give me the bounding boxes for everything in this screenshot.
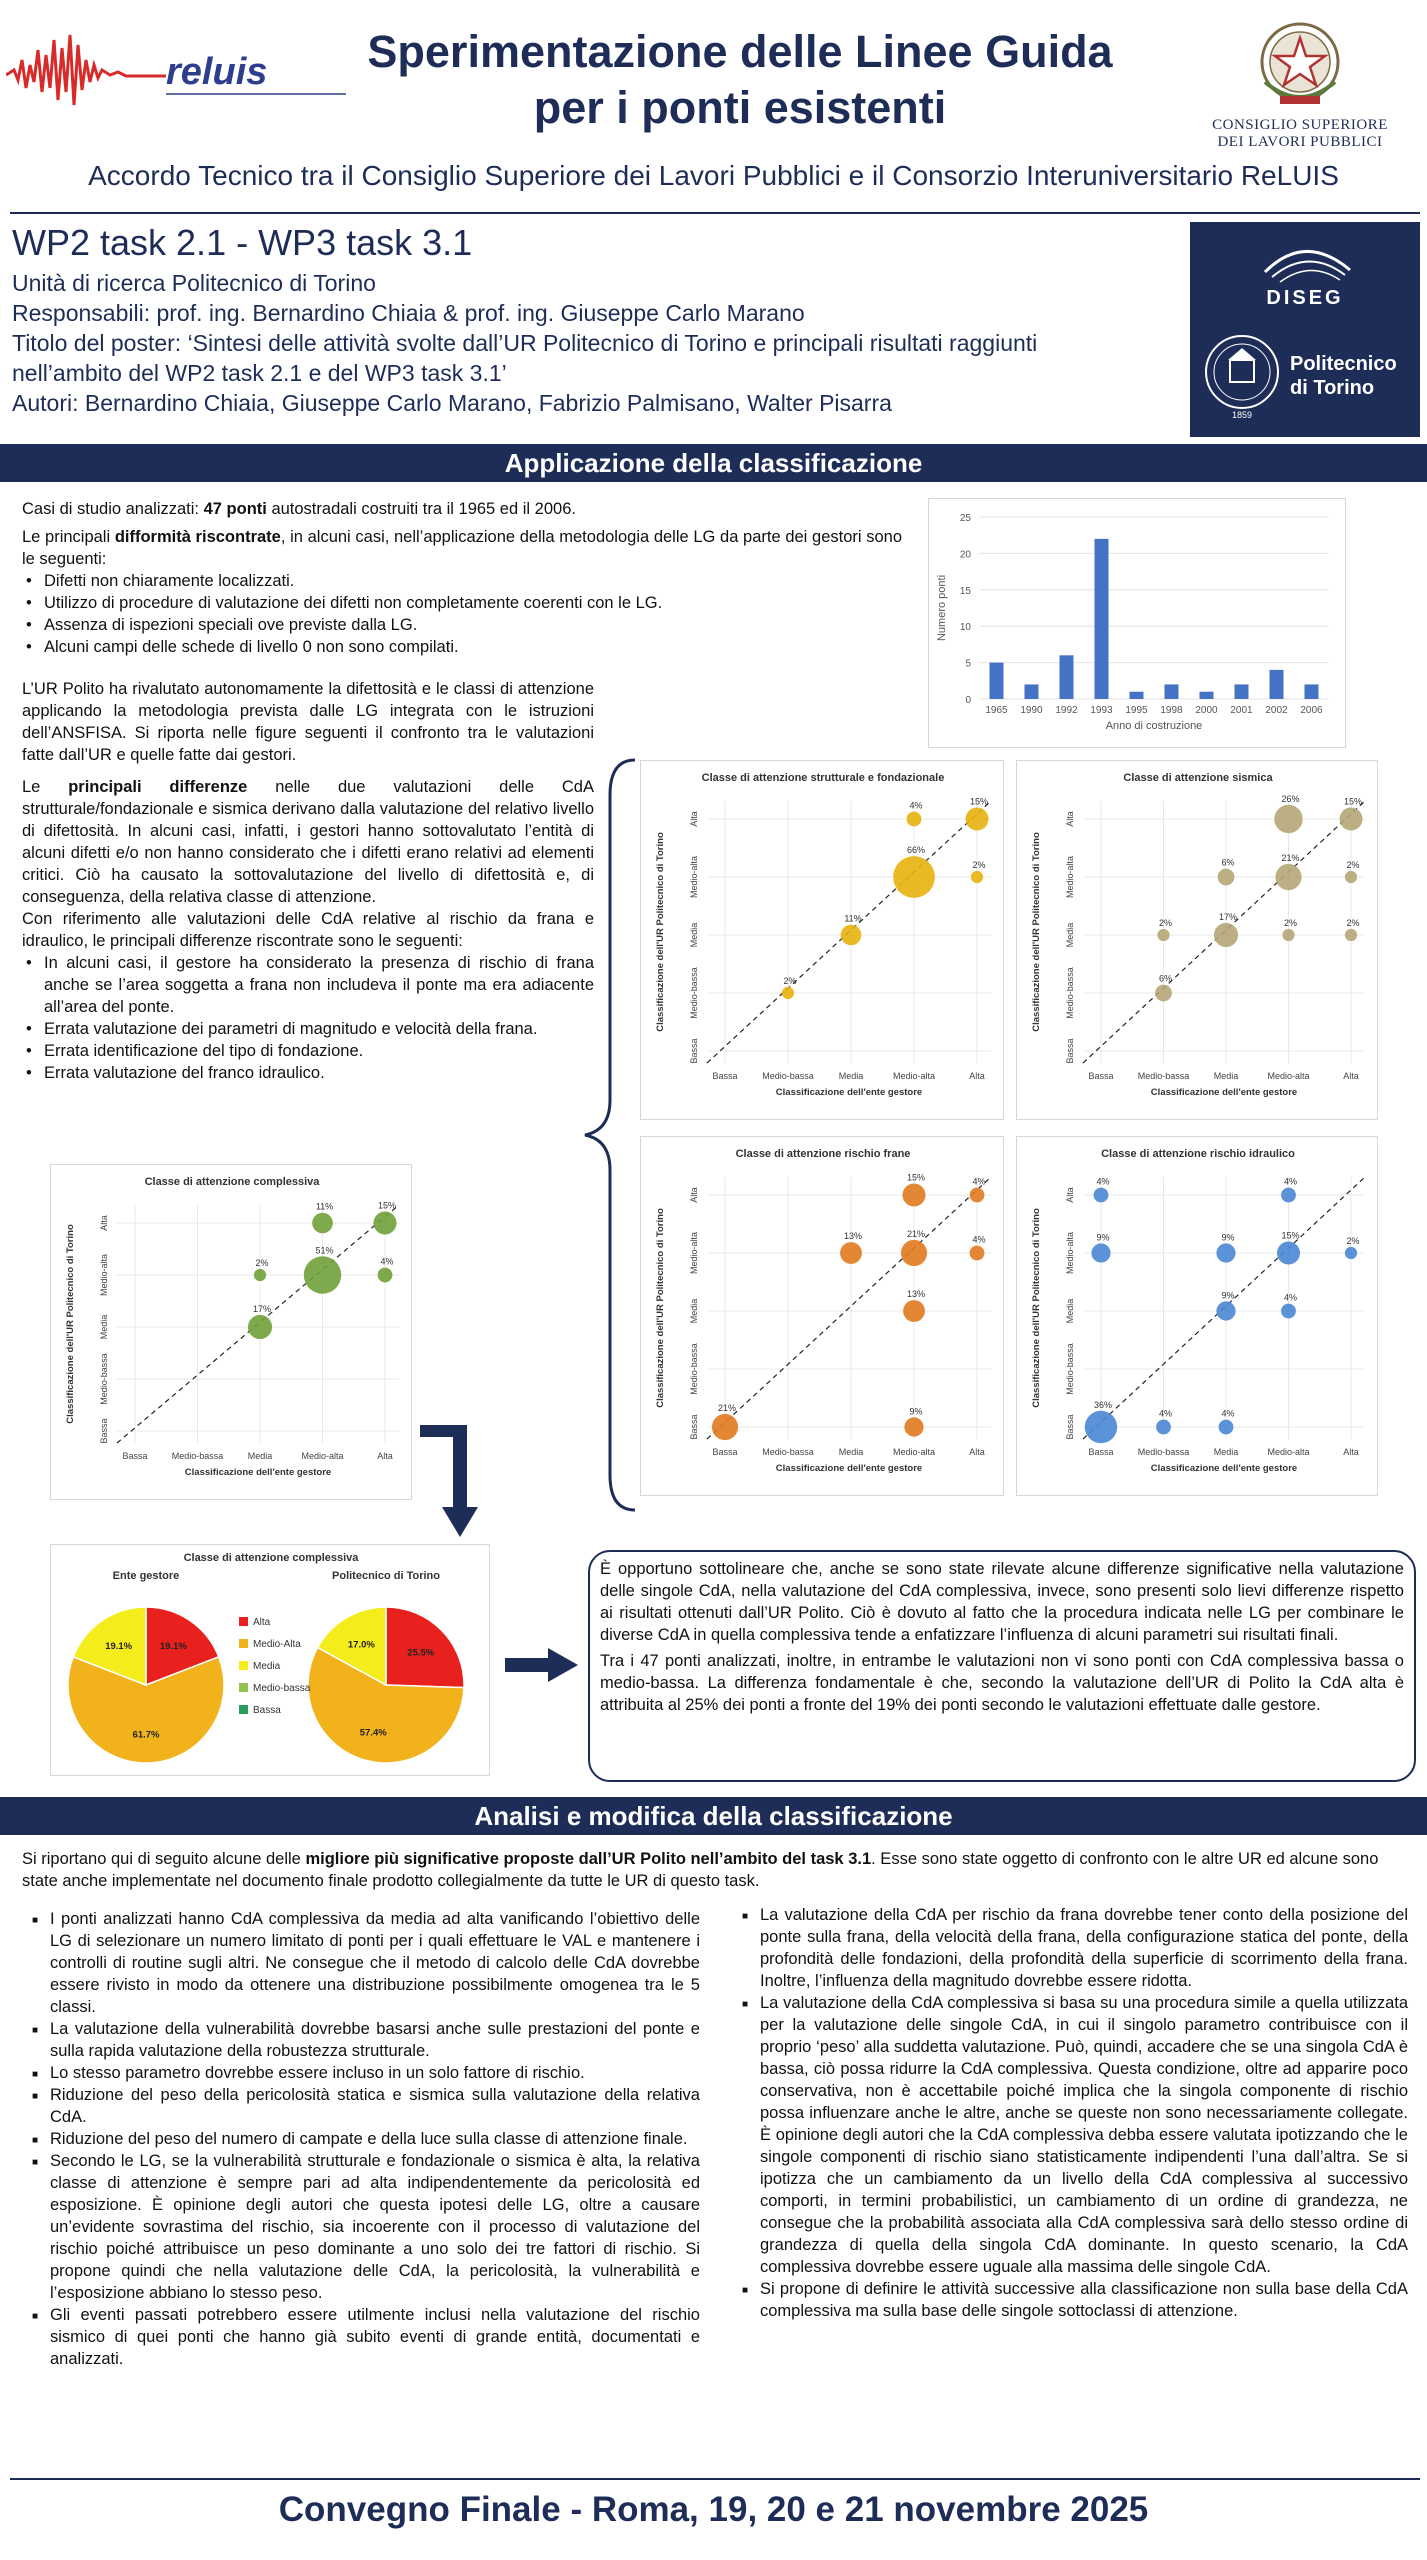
list-item: • In alcuni casi, il gestore ha considerato la presenza di rischio di frana anche se l’area soggetta a frana non includeva il ponte ma era adiacente all’area del ponte. — [44, 952, 594, 1018]
legend-label: Media — [253, 1661, 281, 1672]
y-tick-label: Media — [689, 1298, 699, 1324]
data-label: 15% — [969, 796, 989, 807]
data-label: 4% — [1283, 1176, 1298, 1187]
bubble-point — [1094, 1188, 1109, 1203]
data-label: 13% — [843, 1231, 863, 1242]
x-tick-label: 2002 — [1265, 705, 1288, 716]
data-label: 6% — [1158, 973, 1173, 984]
x-tick-label: 2006 — [1300, 705, 1323, 716]
bracket-icon — [580, 755, 640, 1515]
bubble-point — [1216, 1301, 1235, 1320]
y-axis-label: Classificazione dell'UR Politecnico di Torino — [655, 1208, 666, 1408]
bar — [1130, 692, 1144, 699]
bubble-point — [904, 1417, 923, 1436]
y-axis-label: Numero ponti — [936, 574, 948, 642]
bubble-point — [1214, 923, 1238, 947]
x-tick-label: Medio-bassa — [171, 1451, 224, 1461]
bubble-point — [1275, 864, 1301, 890]
polito-seal-icon — [1206, 336, 1278, 408]
list-item: ■ La valutazione della CdA per rischio da frana dovrebbe tener conto della posizione del ponte sulla frana, della velocità della frana, della configurazione statica del ponte, della profondità delle fondazioni, della profondità della superficie di scorrimento della frana. Inoltre, l’influenza della magnitudo dovrebbe essere ridotta. — [760, 1904, 1408, 1992]
data-label: 17% — [252, 1303, 272, 1314]
x-axis-label: Classificazione dell'ente gestore — [775, 1463, 923, 1474]
data-label: 11% — [844, 913, 862, 924]
x-tick-label: Medio-alta — [1267, 1447, 1310, 1457]
bar — [990, 663, 1004, 699]
list-item: ■ La valutazione della CdA complessiva si basa su una procedura simile a quella utilizzata per la valutazione delle singole CdA, in cui il singolo parametro contribuisce con il proprio ‘peso’ alla suddetta valutazione. Può, quindi, accadere che se una singola CdA è bassa, ciò possa ridurre la CdA complessiva. Questa condizione, oltre ad apparire poco conservativa, non è accettabile poiché implica che la singola componente di rischio possa influenzare anche le altre, anche se queste non sono necessariamente collegate. È opinione degli autori che la CdA complessiva debba essere valutata ipotizzando che le singole componenti di rischio siano statisticamente indipendenti l’una dall’altra. Se si ipotizza che un cambiamento da un livello della CdA complessiva al successivo comporti, in termini probabilistici, un cambiamento di un ordine di grandezza, ne consegue che la probabilità associata alla CdA complessiva sarà dello stesso ordine di grandezza di quella della singola CdA dominante. In questo scenario, la CdA complessiva dovrebbe essere uguale alla massima delle singole CdA. — [760, 1992, 1408, 2278]
y-tick-label: 5 — [965, 658, 971, 670]
pie-name: Ente gestore — [112, 1570, 180, 1582]
chart-pie-complessiva — [50, 1544, 490, 1776]
bar — [1025, 684, 1039, 699]
y-axis-label: Classificazione dell'UR Politecnico di Torino — [655, 832, 666, 1032]
data-label: 36% — [1093, 1399, 1113, 1410]
x-tick-label: 1998 — [1160, 705, 1183, 716]
list-item: ■ Gli eventi passati potrebbero essere utilmente inclusi nella valutazione del rischio sismico di quei ponti che hanno già subito eventi di grande entità, documentati e analizzati. — [50, 2304, 700, 2370]
y-tick-label: 20 — [959, 549, 971, 561]
chart-anno-costruzione — [928, 498, 1346, 748]
x-tick-label: 1995 — [1125, 705, 1148, 716]
y-axis-label: Classificazione dell'UR Politecnico di Torino — [1031, 832, 1042, 1032]
section1-left-text — [22, 678, 594, 1084]
x-tick-label: Alta — [969, 1071, 985, 1081]
y-tick-label: Medio-alta — [1065, 1231, 1075, 1275]
y-axis-label: Classificazione dell'UR Politecnico di Torino — [65, 1224, 76, 1424]
data-label: 6% — [1221, 857, 1235, 868]
polito-year: 1859 — [1231, 410, 1253, 420]
proposals-right-list — [760, 1904, 1408, 2322]
bar — [1200, 692, 1214, 699]
chart-title: Classe di attenzione complessiva — [144, 1176, 320, 1188]
diagonal-line — [707, 1177, 991, 1439]
y-tick-label: Medio-alta — [689, 855, 699, 899]
bubble-point — [712, 1414, 738, 1440]
legend-swatch — [239, 1705, 248, 1714]
x-tick-label: Media — [247, 1451, 273, 1461]
y-tick-label: Media — [1065, 1298, 1075, 1324]
y-tick-label: Alta — [689, 811, 699, 827]
legend-label: Alta — [253, 1617, 271, 1628]
data-label: 66% — [906, 845, 926, 856]
x-tick-label: Bassa — [1088, 1447, 1114, 1457]
bubble-point — [373, 1211, 396, 1234]
bar — [1270, 670, 1284, 699]
data-label: 4% — [380, 1256, 394, 1267]
x-tick-label: Medio-alta — [892, 1071, 936, 1081]
emblem-icon — [1245, 12, 1355, 112]
x-tick-label: Medio-alta — [892, 1447, 936, 1457]
data-label: 2% — [1346, 1235, 1360, 1246]
bubble-point — [378, 1268, 393, 1283]
bubble-point — [893, 856, 935, 898]
list-item: • Utilizzo di procedure di valutazione dei difetti non completamente coerenti con le LG. — [44, 592, 902, 614]
wp-title: WP2 task 2.1 - WP3 task 3.1 — [12, 222, 473, 263]
data-label: 4% — [972, 1234, 986, 1245]
slice-label: 17.0% — [347, 1639, 375, 1651]
bubble-point — [1216, 1243, 1235, 1262]
bubble-point — [902, 1183, 925, 1206]
y-tick-label: Bassa — [99, 1418, 109, 1444]
data-label: 4% — [1221, 1408, 1235, 1419]
bubble-point — [1274, 805, 1302, 833]
data-label: 4% — [972, 1176, 986, 1187]
subtitle: Accordo Tecnico tra il Consiglio Superiore dei Lavori Pubblici e il Consorzio Interuniversitario ReLUIS — [88, 160, 1339, 191]
y-tick-label: Bassa — [1065, 1414, 1075, 1440]
y-tick-label: 0 — [965, 695, 971, 706]
reluis-logo-text: reluis — [166, 51, 268, 93]
bubble-point — [1277, 1241, 1300, 1264]
x-axis-label: Classificazione dell'ente gestore — [775, 1087, 923, 1098]
proposals-left-list — [50, 1908, 700, 2370]
y-tick-label: Medio-bassa — [689, 1343, 699, 1395]
chart-title: Classe di attenzione strutturale e fondazionale — [701, 772, 945, 784]
frana-list — [44, 952, 594, 1084]
section-applicazione-header: Applicazione della classificazione — [0, 444, 1427, 482]
x-axis-label: Classificazione dell'ente gestore — [1150, 1463, 1298, 1474]
polito-logo-block — [1190, 222, 1420, 437]
x-tick-label: 1990 — [1020, 705, 1043, 716]
x-tick-label: Medio-bassa — [1137, 1071, 1190, 1081]
y-tick-label: Medio-alta — [1065, 855, 1075, 899]
x-tick-label: Bassa — [712, 1447, 738, 1457]
x-tick-label: 1965 — [985, 705, 1008, 716]
bubble-point — [1281, 1304, 1296, 1319]
list-item: ■ Si propone di definire le attività successive alla classificazione non sulla base della CdA complessiva ma sulla base delle singole sottoclassi di attenzione. — [760, 2278, 1408, 2322]
bubble-point — [965, 807, 988, 830]
authors: Autori: Bernardino Chiaia, Giuseppe Carlo Marano, Fabrizio Palmisano, Walter Pisarra — [12, 390, 892, 416]
list-item: • Difetti non chiaramente localizzati. — [44, 570, 902, 592]
legend-label: Bassa — [253, 1705, 281, 1716]
y-tick-label: Alta — [99, 1215, 109, 1231]
bubble-point — [971, 871, 983, 883]
reluis-logo — [6, 20, 351, 120]
x-tick-label: 2001 — [1230, 705, 1253, 716]
y-tick-label: Bassa — [689, 1414, 699, 1440]
bubble-point — [903, 1300, 925, 1322]
chart-frane — [640, 1136, 1004, 1496]
poster-title-line-2: nell’ambito del WP2 task 2.1 e del WP3 task 3.1’ — [12, 360, 507, 386]
bubble-point — [1157, 929, 1169, 941]
legend-swatch — [239, 1661, 248, 1670]
x-axis-label: Classificazione dell'ente gestore — [184, 1467, 332, 1478]
bubble-point — [970, 1246, 985, 1261]
bar — [1060, 655, 1074, 699]
y-tick-label: Media — [99, 1314, 109, 1340]
list-item: ■ La valutazione della vulnerabilità dovrebbe basarsi anche sulle prestazioni del ponte e sulla rapida valutazione della robustezza strutturale. — [50, 2018, 700, 2062]
x-tick-label: Alta — [1343, 1447, 1359, 1457]
data-label: 2% — [255, 1257, 269, 1268]
header-divider — [10, 212, 1420, 214]
difformita-intro: Le principali difformità riscontrate, in alcuni casi, nell’applicazione della metodologia delle LG da parte dei gestori sono le seguenti: — [22, 528, 902, 568]
footer-divider — [10, 2478, 1420, 2480]
polito-name-1: Politecnico — [1290, 353, 1397, 375]
data-label: 9% — [1221, 1290, 1235, 1301]
x-tick-label: Bassa — [1088, 1071, 1114, 1081]
bubble-point — [1281, 1188, 1296, 1203]
chart-idraulico — [1016, 1136, 1378, 1496]
research-unit: Unità di ricerca Politecnico di Torino — [12, 270, 376, 296]
data-label: 4% — [1283, 1292, 1298, 1303]
x-tick-label: Medio-alta — [1267, 1071, 1310, 1081]
pie-name: Politecnico di Torino — [332, 1570, 440, 1582]
y-tick-label: Medio-bassa — [1065, 1343, 1075, 1395]
csllpp-caption-2: DEI LAVORI PUBBLICI — [1217, 134, 1383, 150]
list-item: • Errata valutazione del franco idraulico. — [44, 1062, 594, 1084]
y-tick-label: Bassa — [1065, 1038, 1075, 1064]
y-tick-label: 25 — [959, 513, 971, 524]
legend-swatch — [239, 1617, 248, 1626]
bubble-point — [907, 812, 922, 827]
bubble-point — [1085, 1411, 1117, 1443]
data-label: 2% — [1346, 859, 1360, 870]
bar — [1165, 684, 1179, 699]
slice-label: 19.1% — [159, 1641, 187, 1653]
y-tick-label: Alta — [1065, 1187, 1075, 1203]
bubble-point — [1156, 1420, 1171, 1435]
y-axis-label: Classificazione dell'UR Politecnico di Torino — [1031, 1208, 1042, 1408]
para-frana: Con riferimento alle valutazioni delle CdA relative al rischio da frana e idraulico, le principali differenze riscontrate sono le seguenti: — [22, 910, 594, 950]
x-tick-label: Medio-bassa — [762, 1071, 814, 1081]
bubble-point — [254, 1269, 266, 1281]
list-item: • Errata valutazione dei parametri di magnitudo e velocità della frana. — [44, 1018, 594, 1040]
bubble-point — [1218, 869, 1235, 886]
data-label: 21% — [1281, 852, 1300, 863]
callout-box — [588, 1550, 1416, 1782]
bubble-point — [841, 925, 862, 946]
data-label: 4% — [909, 800, 923, 811]
data-label: 15% — [377, 1200, 397, 1211]
x-tick-label: Media — [1213, 1071, 1239, 1081]
list-item: • Assenza di ispezioni speciali ove previste dalla LG. — [44, 614, 902, 636]
data-label: 26% — [1281, 793, 1300, 804]
x-tick-label: 1992 — [1055, 705, 1078, 716]
bubble-point — [1339, 807, 1362, 830]
list-item: ■ Riduzione del peso del numero di campate e della luce sulla classe di attenzione finale. — [50, 2128, 700, 2150]
slice-label: 57.4% — [359, 1727, 387, 1739]
x-tick-label: Medio-bassa — [762, 1447, 814, 1457]
y-tick-label: Alta — [1065, 811, 1075, 827]
para-rivalutato: L’UR Polito ha rivalutato autonomamente la difettosità e le classi di attenzione applicando la metodologia prevista dalle LG integrata con le istruzioni dell’ANSFISA. Si riporta nelle figure seguenti il confronto tra le valutazioni fatte dall’UR e quelle fatte dai gestori. — [22, 680, 594, 764]
x-tick-label: Media — [838, 1071, 864, 1081]
x-tick-label: 1993 — [1090, 705, 1113, 716]
list-item: ■ Secondo le LG, se la vulnerabilità strutturale e fondazionale o sismica è alta, la relativa classe di attenzione è sempre pari ad alta indipendentemente da pericolosità ed esposizione. È opinione degli autori che questa ipotesi delle LG, oltre a causare un’evidente sovrastima del rischio, sia incoerente con il processo di valutazione del rischio poiché attribuisce un peso dominante a uno solo dei tre fattori di rischio. Si propone quindi che nella valutazione delle CdA, la pericolosità, la vulnerabilità e l’esposizione abbiano lo stesso peso. — [50, 2150, 700, 2304]
x-tick-label: Medio-alta — [301, 1451, 344, 1461]
polito-name-2: di Torino — [1290, 377, 1375, 399]
y-tick-label: Media — [689, 922, 699, 948]
bar — [1305, 684, 1319, 699]
y-tick-label: Bassa — [689, 1038, 699, 1064]
bubble-point — [1345, 929, 1357, 941]
x-tick-label: Alta — [377, 1451, 393, 1461]
list-item: ■ Riduzione del peso della pericolosità statica e sismica sulla valutazione della relativa CdA. — [50, 2084, 700, 2128]
slice-label: 19.1% — [105, 1641, 133, 1653]
poster-title — [360, 24, 1120, 136]
data-label: 51% — [315, 1245, 334, 1256]
bubble-point — [1345, 1247, 1357, 1259]
chart-title: Classe di attenzione rischio frane — [735, 1148, 911, 1160]
slice-label: 61.7% — [132, 1729, 160, 1741]
para-differenze: Le principali differenze nelle due valutazioni delle CdA strutturale/fondazionale e sismica derivano dalla valutazione del relativo livello di difettosità. In alcuni casi, infatti, i gestori hanno sottovalutato l’entità di alcuni difetti e/o non hanno considerato che i difetti erano relativi ad elementi critici. Ciò ha causato la sottovalutazione del livello di difettosità e, di conseguenza, della relativa classe di attenzione. — [22, 778, 594, 906]
y-tick-label: 15 — [959, 585, 971, 597]
responsabili: Responsabili: prof. ing. Bernardino Chiaia & prof. ing. Giuseppe Carlo Marano — [12, 300, 805, 326]
list-item: ■ Lo stesso parametro dovrebbe essere incluso in un solo fattore di rischio. — [50, 2062, 700, 2084]
y-tick-label: Medio-alta — [689, 1231, 699, 1275]
callout-paragraph-2: Tra i 47 ponti analizzati, inoltre, in entrambe le valutazioni non vi sono ponti con CdA complessiva bassa o medio-bassa. La differenza fondamentale è che, secondo la valutazione dell’UR di Polito la CdA alta è attribuita al 25% dei ponti a fronte del 19% dei ponti secondo le valutazioni effettuate dalle gestore. — [600, 1652, 1404, 1714]
bubble-point — [1282, 929, 1294, 941]
data-label: 9% — [909, 1406, 923, 1417]
poster-title-line-1: Titolo del poster: ‘Sintesi delle attività svolte dall’UR Politecnico di Torino e principali risultati raggiunti — [12, 330, 1038, 356]
data-label: 4% — [1096, 1176, 1110, 1187]
data-label: 2% — [783, 975, 797, 986]
arrow-down-icon — [410, 1425, 480, 1545]
data-label: 9% — [1096, 1232, 1110, 1243]
x-tick-label: Media — [1213, 1447, 1239, 1457]
data-label: 9% — [1221, 1232, 1235, 1243]
bubble-point — [970, 1188, 985, 1203]
list-item: • Alcuni campi delle schede di livello 0 non sono compilati. — [44, 636, 902, 658]
y-tick-label: Medio-bassa — [689, 967, 699, 1019]
x-axis-label: Classificazione dell'ente gestore — [1150, 1087, 1298, 1098]
chart-sismica — [1016, 760, 1378, 1120]
legend-swatch — [239, 1639, 248, 1648]
bubble-point — [304, 1256, 341, 1293]
y-tick-label: Alta — [689, 1187, 699, 1203]
x-tick-label: Media — [838, 1447, 864, 1457]
slice-label: 25.5% — [407, 1647, 435, 1659]
section2-intro: Si riportano qui di seguito alcune delle migliore più significative proposte dall’UR Polito nell’ambito del task 3.1. Esse sono state oggetto di confronto con le altre UR ed alcune sono state anche implementate nel documento finale prodotto collegialmente da tutte le UR di questo task. — [22, 1850, 1379, 1890]
bubble-point — [1345, 871, 1357, 883]
title-line-1: Sperimentazione delle Linee Guida — [367, 26, 1113, 77]
y-tick-label: Medio-bassa — [1065, 967, 1075, 1019]
bar — [1235, 684, 1249, 699]
proposals-right — [738, 1904, 1408, 2322]
bubble-point — [901, 1240, 927, 1266]
bubble-point — [782, 987, 794, 999]
list-item: ■ I ponti analizzati hanno CdA complessiva da media ad alta vanificando l’obiettivo delle LG di selezionare un numero limitato di ponti per i quali effettuare le VAL e mantenere i controlli di routine sugli altri. Ne consegue che il metodo di calcolo delle CdA dovrebbe essere rivisto in modo da ottenere una distribuzione possibilmente omogenea tra le 5 classi. — [50, 1908, 700, 2018]
x-axis-label: Anno di costruzione — [1105, 720, 1203, 732]
bubble-point — [1091, 1243, 1110, 1262]
data-label: 21% — [906, 1228, 926, 1239]
data-label: 15% — [906, 1172, 926, 1183]
y-tick-label: Medio-alta — [99, 1253, 109, 1297]
data-label: 13% — [906, 1289, 926, 1300]
data-label: 2% — [1158, 917, 1173, 928]
x-tick-label: Bassa — [712, 1071, 738, 1081]
proposals-left — [28, 1908, 700, 2370]
data-label: 2% — [1283, 917, 1298, 928]
legend-label: Medio-Alta — [253, 1639, 301, 1650]
casi-studio: Casi di studio analizzati: 47 ponti autostradali costruiti tra il 1965 ed il 2006. — [22, 500, 576, 518]
csllpp-caption-1: CONSIGLIO SUPERIORE — [1212, 117, 1388, 133]
list-item: • Errata identificazione del tipo di fondazione. — [44, 1040, 594, 1062]
seismograph-icon — [6, 35, 166, 105]
data-label: 15% — [1343, 796, 1363, 807]
section1-intro — [22, 498, 902, 658]
footer-event: Convegno Finale - Roma, 19, 20 e 21 novembre 2025 — [278, 2490, 1149, 2529]
arrow-right-icon — [500, 1640, 580, 1690]
chart-title: Classe di attenzione complessiva — [183, 1552, 359, 1564]
data-label: 15% — [1281, 1230, 1300, 1241]
bubble-point — [1219, 1420, 1234, 1435]
bar — [1095, 539, 1109, 699]
bubble-point — [248, 1315, 272, 1339]
chart-strutturale — [640, 760, 1004, 1120]
data-label: 4% — [1158, 1408, 1173, 1419]
diseg-text: DISEG — [1266, 287, 1344, 309]
diseg-icon — [1265, 251, 1350, 282]
chart-title: Classe di attenzione sismica — [1123, 772, 1273, 784]
bubble-point — [1155, 985, 1172, 1002]
chart-title: Classe di attenzione rischio idraulico — [1101, 1148, 1295, 1160]
chart-complessiva — [50, 1164, 412, 1500]
x-tick-label: Medio-bassa — [1137, 1447, 1190, 1457]
title-line-2: per i ponti esistenti — [533, 82, 947, 133]
x-tick-label: Bassa — [122, 1451, 148, 1461]
callout-paragraph-1: È opportuno sottolineare che, anche se sono state rilevate alcune differenze significative nella valutazione delle singole CdA, nella valutazione del CdA complessiva, invece, sono presenti solo lievi differenze rispetto ai risultati ottenuti dall’UR Polito. Ciò è dovuto al fatto che la procedura indicata nelle LG per combinare le diverse CdA in quella complessiva tende a enfatizzare l’influenza di alcuni parametri sui risultati finali. — [600, 1560, 1404, 1644]
legend-label: Medio-bassa — [253, 1683, 311, 1694]
x-tick-label: 2000 — [1195, 705, 1218, 716]
data-label: 2% — [1346, 917, 1360, 928]
y-tick-label: Media — [1065, 922, 1075, 948]
y-tick-label: 10 — [959, 622, 971, 634]
bubble-point — [840, 1242, 862, 1264]
x-tick-label: Alta — [969, 1447, 985, 1457]
csllpp-logo — [1190, 12, 1410, 182]
data-label: 17% — [1218, 911, 1238, 922]
y-tick-label: Medio-bassa — [99, 1353, 109, 1405]
legend-swatch — [239, 1683, 248, 1692]
data-label: 11% — [315, 1201, 334, 1212]
section-analisi-header: Analisi e modifica della classificazione — [0, 1797, 1427, 1835]
bubble-point — [312, 1213, 333, 1234]
x-tick-label: Alta — [1343, 1071, 1359, 1081]
data-label: 21% — [717, 1402, 737, 1413]
difformita-list — [44, 570, 902, 658]
data-label: 2% — [972, 859, 986, 870]
